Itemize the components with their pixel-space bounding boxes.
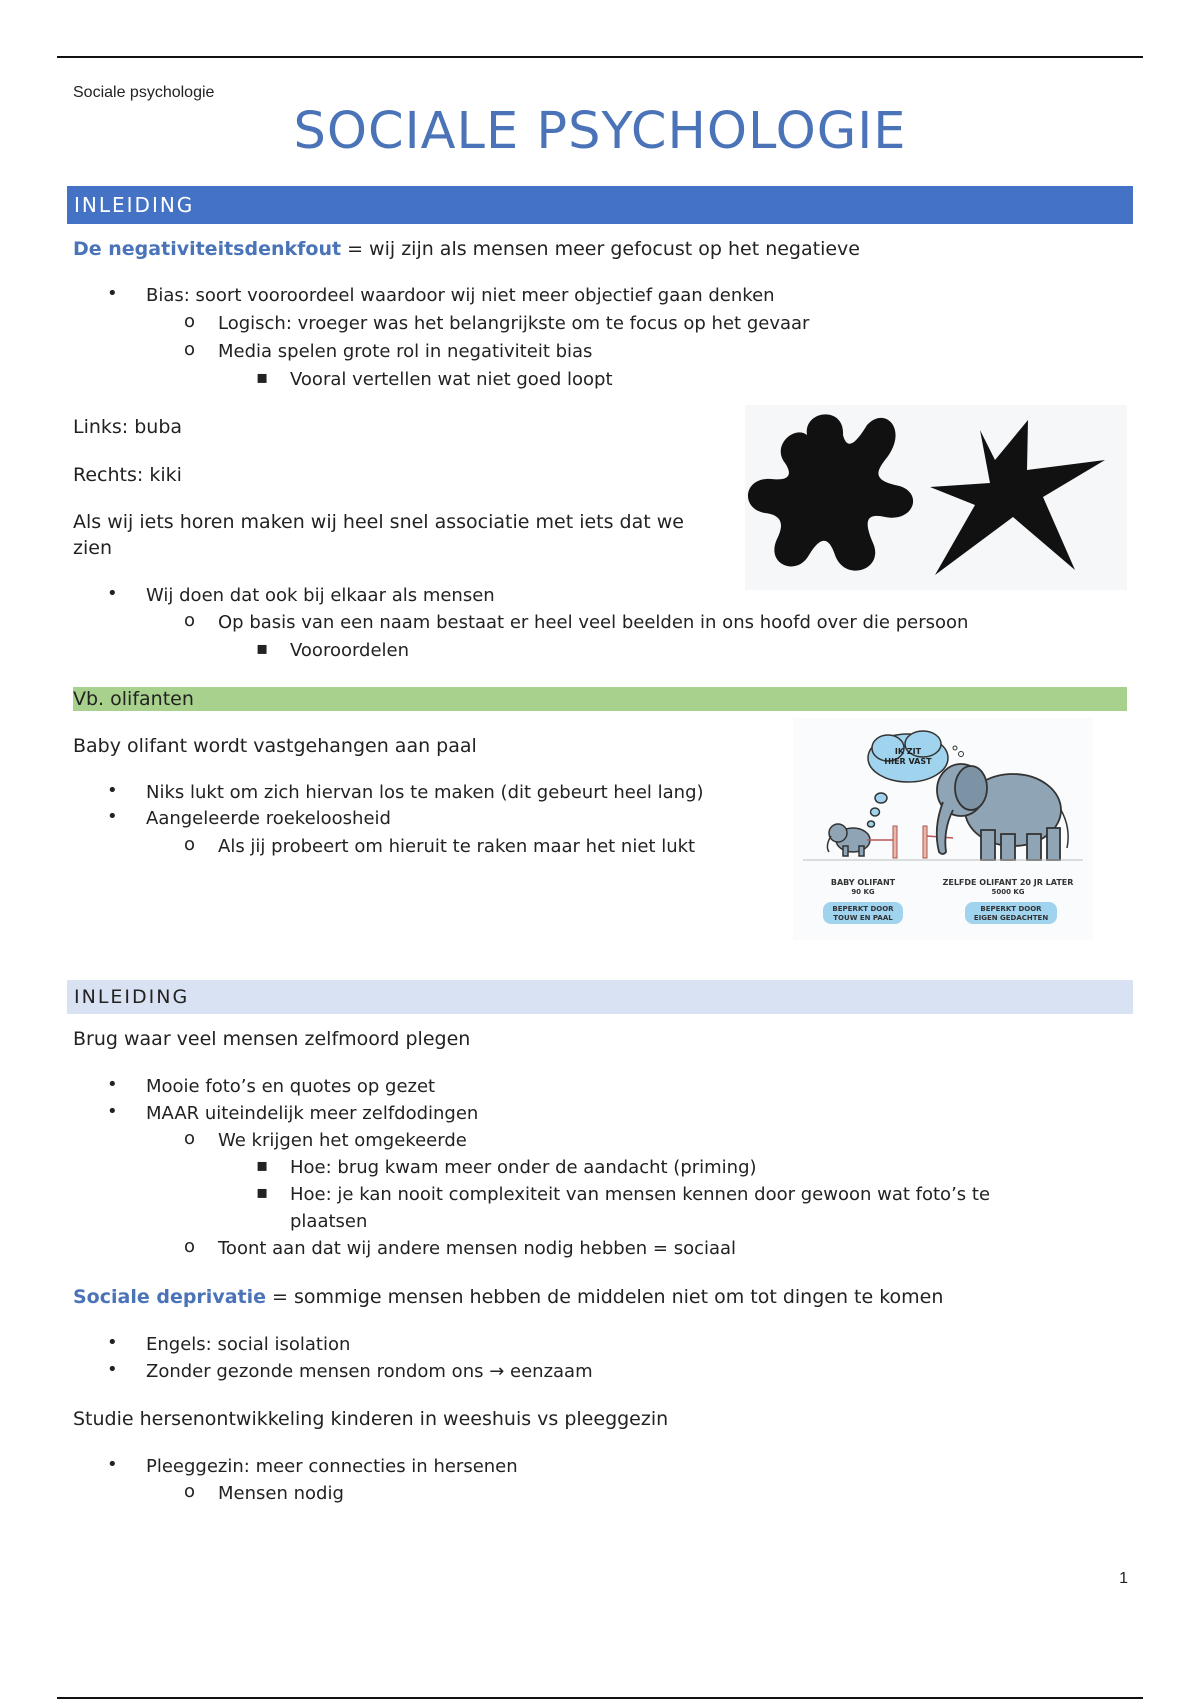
text-association-cont: zien	[73, 537, 112, 559]
list-item: Pleeggezin: meer connecties in hersenen	[146, 1456, 518, 1477]
bullet-marker: •	[107, 1332, 118, 1353]
section2-intro: Brug waar veel mensen zelfmoord plegen	[73, 1028, 471, 1050]
bullet-marker: •	[107, 1074, 118, 1095]
bullet-marker: •	[107, 1454, 118, 1475]
bullet-marker: ▪	[256, 1182, 269, 1203]
definition-sociale-deprivatie	[73, 1284, 943, 1310]
running-header: Sociale psychologie	[73, 84, 215, 101]
stake-baby	[893, 826, 897, 858]
baby-badge-line2: TOUW EN PAAL	[833, 914, 893, 922]
list-item: Hoe: brug kwam meer onder de aandacht (priming)	[290, 1157, 757, 1178]
adult-badge-line2: EIGEN GEDACHTEN	[973, 914, 1049, 922]
bullet-marker: ▪	[256, 1155, 269, 1176]
thought-line2: HIER VAST	[884, 757, 932, 766]
adult-label-line2: 5000 KG	[991, 888, 1025, 896]
list-item: Vooral vertellen wat niet goed loopt	[290, 369, 613, 390]
list-item: Hoe: je kan nooit complexiteit van mensen kennen door gewoon wat foto’s te	[290, 1184, 991, 1205]
bullet-marker: ▪	[256, 638, 269, 659]
list-item: Op basis van een naam bestaat er heel veel beelden in ons hoofd over die persoon	[218, 612, 969, 633]
adult-label-line1: ZELFDE OLIFANT 20 JR LATER	[942, 878, 1074, 887]
bullet-marker: •	[107, 583, 118, 604]
list-item-cont: plaatsen	[290, 1211, 368, 1232]
text-links: Links: buba	[73, 416, 183, 438]
list-item: Niks lukt om zich hiervan los te maken (dit gebeurt heel lang)	[146, 782, 704, 803]
list-item: Zonder gezonde mensen rondom ons → eenzaam	[146, 1361, 593, 1382]
definition-text: = wij zijn als mensen meer gefocust op het negatieve	[341, 238, 860, 260]
bullet-marker: o	[184, 834, 196, 855]
list-item: Engels: social isolation	[146, 1334, 351, 1355]
bullet-marker: •	[107, 1359, 118, 1380]
bottom-rule	[57, 1697, 1143, 1699]
baby-badge-line1: BEPERKT DOOR	[832, 905, 894, 913]
list-item: Media spelen grote rol in negativiteit bias	[218, 341, 593, 362]
list-item: Mooie foto’s en quotes op gezet	[146, 1076, 436, 1097]
bullet-marker: •	[107, 780, 118, 801]
example-heading: Vb. olifanten	[73, 687, 1127, 711]
bullet-marker: •	[107, 1101, 118, 1122]
list-item: Bias: soort vooroordeel waardoor wij niet meer objectief gaan denken	[146, 285, 775, 306]
section-heading-inleiding-2: INLEIDING	[67, 980, 1133, 1014]
elephant-illustration	[793, 718, 1093, 940]
baby-label-line1: BABY OLIFANT	[830, 878, 896, 887]
page-number: 1	[1119, 1570, 1128, 1587]
bouba-kiki-image	[745, 405, 1127, 590]
bullet-marker: o	[184, 1236, 196, 1257]
bullet-marker: o	[184, 610, 196, 631]
definition-term: Sociale deprivatie	[73, 1286, 267, 1308]
bullet-marker: o	[184, 311, 196, 332]
bullet-marker: ▪	[256, 367, 269, 388]
example-intro: Baby olifant wordt vastgehangen aan paal	[73, 735, 477, 757]
definition-negativiteit	[73, 236, 860, 262]
list-item: Aangeleerde roekeloosheid	[146, 808, 391, 829]
text-association: Als wij iets horen maken wij heel snel associatie met iets dat we	[73, 511, 684, 533]
bullet-marker: o	[184, 1481, 196, 1502]
list-item: Mensen nodig	[218, 1483, 344, 1504]
bullet-marker: •	[107, 806, 118, 827]
definition-term: De negativiteitsdenkfout	[73, 238, 342, 260]
bullet-marker: •	[107, 283, 118, 304]
list-item: Wij doen dat ook bij elkaar als mensen	[146, 585, 495, 606]
section-heading-inleiding: INLEIDING	[67, 186, 1133, 224]
stake-adult	[923, 826, 927, 858]
bullet-marker: o	[184, 1128, 196, 1149]
list-item: Vooroordelen	[290, 640, 410, 661]
list-item: We krijgen het omgekeerde	[218, 1130, 467, 1151]
list-item: Logisch: vroeger was het belangrijkste om te focus op het gevaar	[218, 313, 810, 334]
page-title: SOCIALE PSYCHOLOGIE	[293, 102, 907, 161]
text-rechts: Rechts: kiki	[73, 464, 182, 486]
study-text: Studie hersenontwikkeling kinderen in weeshuis vs pleeggezin	[73, 1408, 669, 1430]
top-rule	[57, 56, 1143, 58]
list-item: MAAR uiteindelijk meer zelfdodingen	[146, 1103, 479, 1124]
bullet-marker: o	[184, 339, 196, 360]
definition-text: = sommige mensen hebben de middelen niet om tot dingen te komen	[266, 1286, 944, 1308]
adult-badge-line1: BEPERKT DOOR	[980, 905, 1042, 913]
list-item: Als jij probeert om hieruit te raken maar het niet lukt	[218, 836, 696, 857]
baby-label-line2: 90 KG	[851, 888, 875, 896]
list-item: Toont aan dat wij andere mensen nodig hebben = sociaal	[218, 1238, 737, 1259]
thought-line1: IK ZIT	[894, 747, 922, 756]
